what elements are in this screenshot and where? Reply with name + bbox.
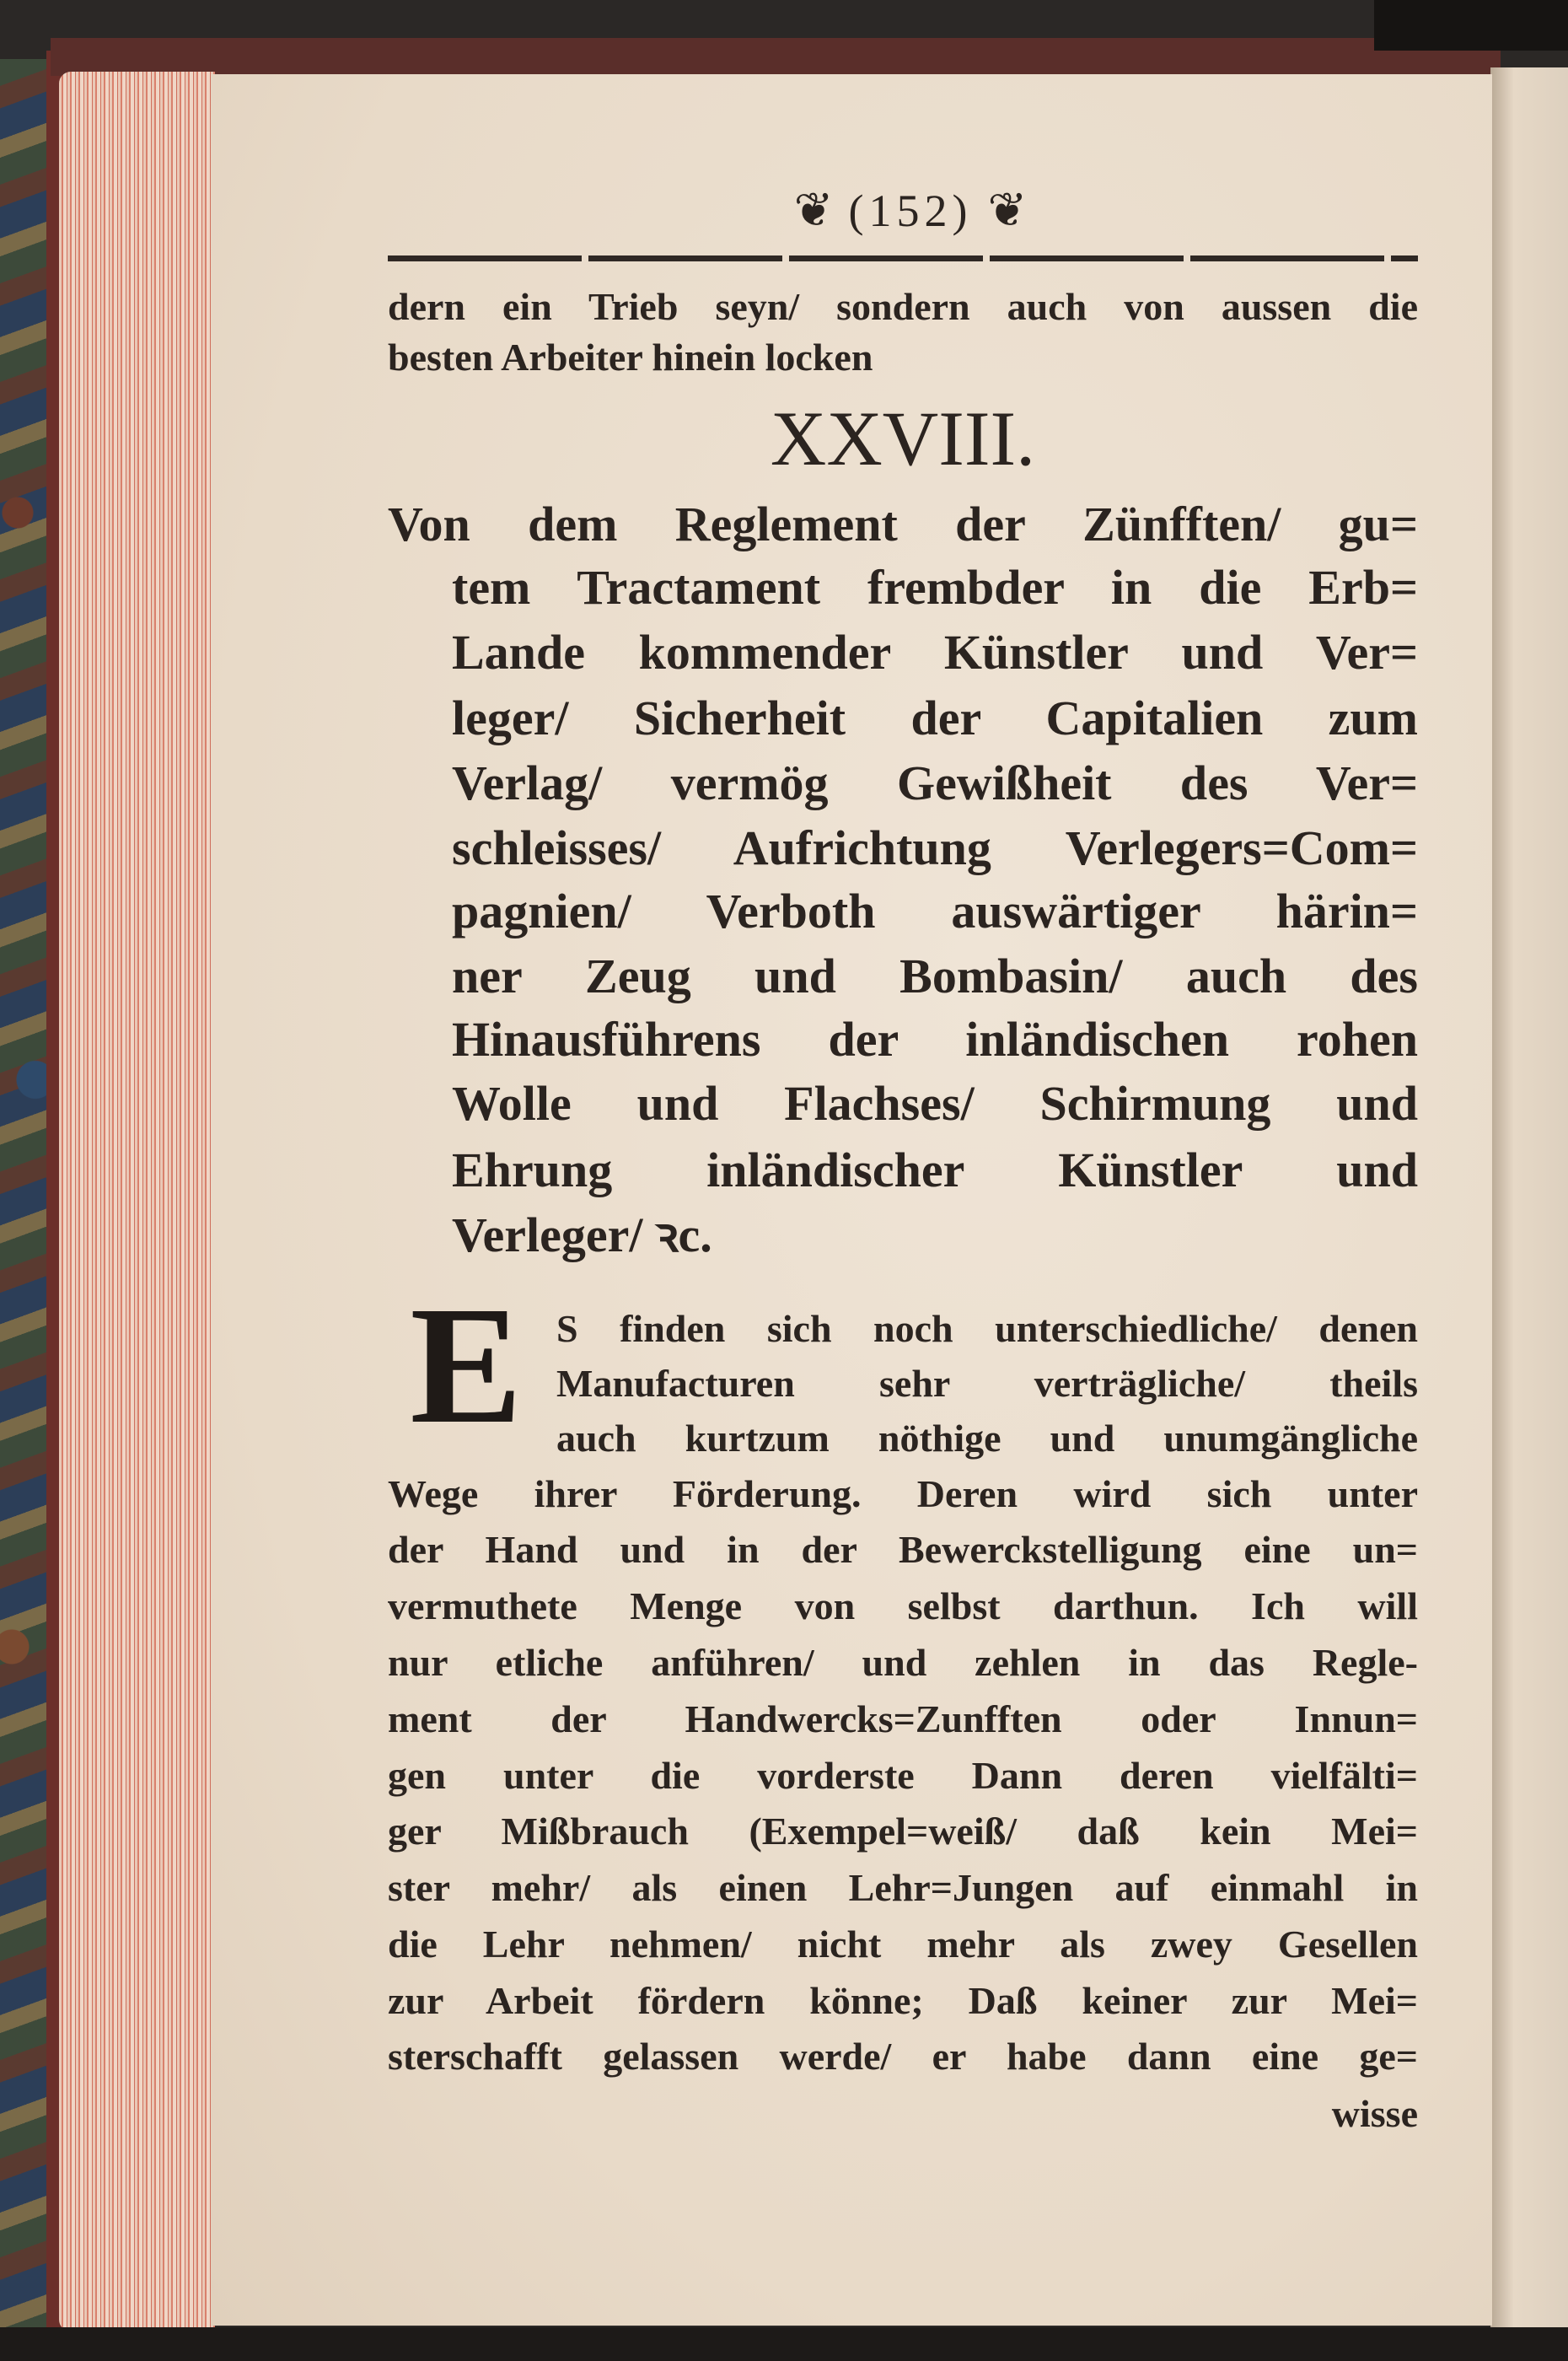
body-line: der Hand und in der Bewerckstelligung eine un=	[388, 1528, 1418, 1571]
body-line: gen unter die vorderste Dann deren vielfälti=	[388, 1754, 1418, 1797]
body-line: vermuthete Menge von selbst darthun. Ich will	[388, 1584, 1418, 1627]
title-line: ner Zeug und Bombasin/ auch des	[452, 949, 1418, 1003]
text-line: dern ein Trieb seyn/ sondern auch von aussen die	[388, 285, 1418, 328]
header-rule	[388, 255, 1418, 261]
page-header	[725, 181, 1096, 240]
body-line: auch kurtzum nöthige und unumgängliche	[556, 1417, 1418, 1460]
body-line: ster mehr/ als einen Lehr=Jungen auf einmahl in	[388, 1866, 1418, 1909]
ornament-right-icon: ❦	[987, 185, 1028, 237]
title-line: leger/ Sicherheit der Capitalien zum	[452, 691, 1418, 745]
body-line: die Lehr nehmen/ nicht mehr als zwey Gesellen	[388, 1923, 1418, 1966]
page-number: (152)	[848, 186, 973, 236]
ornament-left-icon: ❦	[793, 185, 834, 237]
background	[1374, 0, 1568, 51]
page-edges	[59, 72, 215, 2331]
body-line: sterschafft gelassen werde/ er habe dann eine ge=	[388, 2035, 1418, 2078]
title-line: Ehrung inländischer Künstler und	[452, 1143, 1418, 1197]
title-line: Verleger/ ꝛc.	[452, 1207, 712, 1262]
title-line: Wolle und Flachses/ Schirmung und	[452, 1076, 1418, 1131]
title-line: schleisses/ Aufrichtung Verlegers=Com=	[452, 820, 1418, 875]
title-line: Von dem Reglement der Zünfften/ gu=	[388, 497, 1418, 551]
title-line: pagnien/ Verboth auswärtiger härin=	[452, 884, 1418, 938]
cover-top-edge	[51, 38, 1501, 76]
catchword: wisse	[1331, 2092, 1418, 2135]
body-line: ment der Handwercks=Zunfften oder Innun=	[388, 1697, 1418, 1740]
drop-cap: E	[410, 1277, 523, 1455]
chapter-number: XXVIII.	[770, 395, 1036, 481]
title-line: Hinausführens der inländischen rohen	[452, 1012, 1418, 1067]
body-line: Wege ihrer Förderung. Deren wird sich unter	[388, 1472, 1418, 1515]
body-line: Manufacturen sehr verträgliche/ theils	[556, 1362, 1418, 1405]
text-line: besten Arbeiter hinein locken	[388, 336, 873, 379]
facing-page	[1490, 67, 1568, 2327]
body-line: zur Arbeit fördern könne; Daß keiner zur Mei=	[388, 1979, 1418, 2022]
body-line: nur etliche anführen/ und zehlen in das Regle-	[388, 1641, 1418, 1684]
title-line: Verlag/ vermög Gewißheit des Ver=	[452, 756, 1418, 810]
body-line: ger Mißbrauch (Exempel=weiß/ daß kein Mei=	[388, 1810, 1418, 1853]
title-line: Lande kommender Künstler und Ver=	[452, 625, 1418, 680]
title-line: tem Tractament frembder in die Erb=	[452, 560, 1418, 615]
background-bottom	[0, 2327, 1568, 2361]
body-line: S finden sich noch unterschiedliche/ denen	[556, 1307, 1418, 1350]
